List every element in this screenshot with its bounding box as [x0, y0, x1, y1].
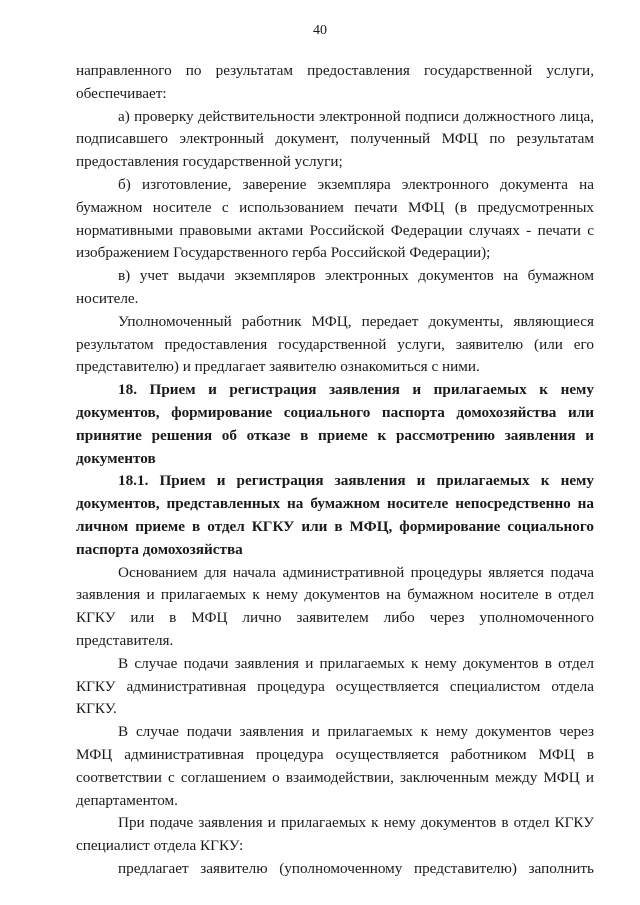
list-item-c: в) учет выдачи экземпляров электронных документов на бумажном носителе. [76, 267, 594, 307]
paragraph: В случае подачи заявления и прилагаемых к нему документов через МФЦ административная процедура осуществляется работником МФЦ в соответствии с соглашением о взаимодействии, заключенным между МФЦ и департаментом. [76, 723, 594, 809]
section-heading: 18. Прием и регистрация заявления и прилагаемых к нему документов, формирование социального паспорта домохозяйства или принятие решения об отказе в приеме к рассмотрению заявления и документов [76, 381, 594, 467]
paragraph: направленного по результатам предоставления государственной услуги, обеспечивает: [76, 62, 594, 102]
paragraph: В случае подачи заявления и прилагаемых к нему документов в отдел КГКУ административная процедура осуществляется специалистом отдела КГКУ. [76, 654, 594, 718]
paragraph: Основанием для начала административной процедуры является подача заявления и прилагаемых к нему документов на бумажном носителе в отдел КГКУ или в МФЦ лично заявителем либо через уполномоченного представителя. [76, 563, 594, 649]
paragraph-continued: предлагает заявителю (уполномоченному представителю) заполнить [118, 859, 594, 877]
paragraph: Уполномоченный работник МФЦ, передает документы, являющиеся результатом предоставления государственной услуги, заявителю (или его представителю) и предлагает заявителю ознакомиться с ними. [76, 312, 594, 376]
subsection-heading: 18.1. Прием и регистрация заявления и прилагаемых к нему документов, представленных на бумажном носителе непосредственно на личном приеме в отдел КГКУ или в МФЦ, формирование социального паспорта домохозяйства [76, 472, 594, 558]
list-item-b: б) изготовление, заверение экземпляра электронного документа на бумажном носителе с использованием печати МФЦ (в предусмотренных нормативными правовыми актами Российской Федерации случаях - печати с изображением Государственного герба Российской Федерации); [76, 175, 594, 262]
page-body [76, 60, 594, 881]
list-item-a: а) проверку действительности электронной подписи должностного лица, подписавшего электронный документ, полученный МФЦ по результатам предоставления государственной услуги; [76, 107, 594, 171]
paragraph: При подаче заявления и прилагаемых к нему документов в отдел КГКУ специалист отдела КГКУ: [76, 814, 594, 855]
page-number: 40 [313, 23, 327, 38]
